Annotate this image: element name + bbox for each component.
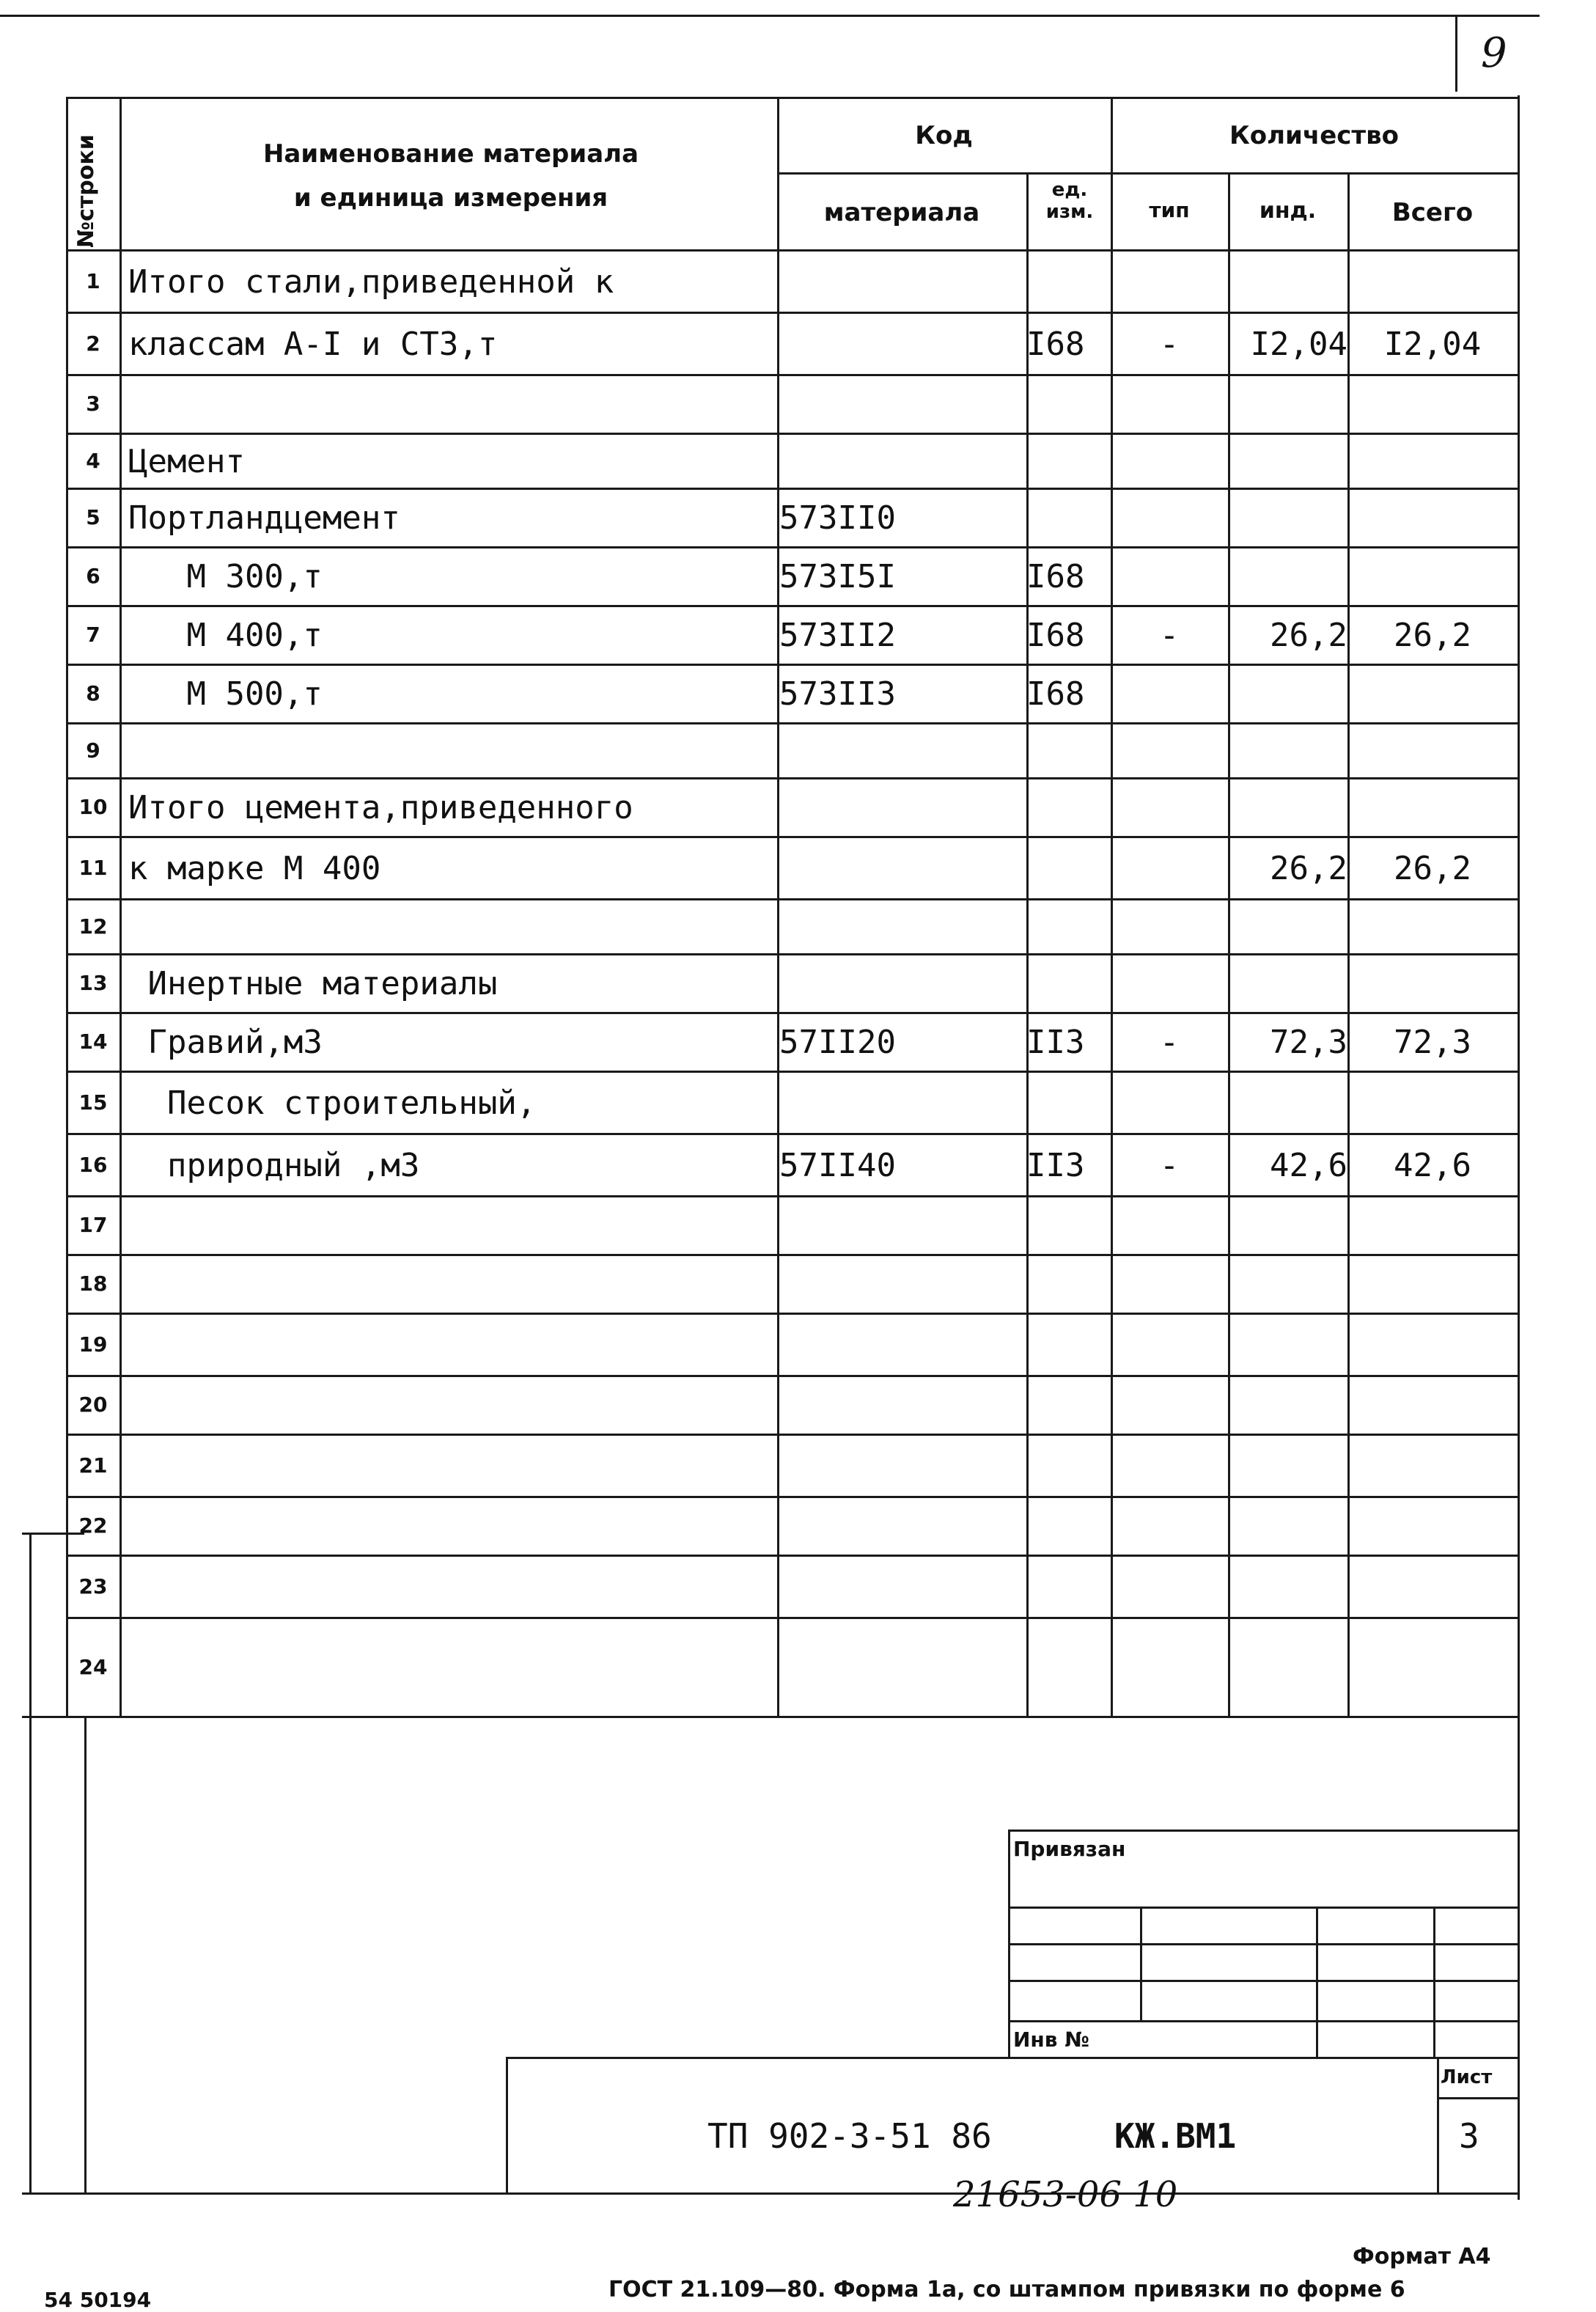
material-name: Цемент: [128, 442, 245, 480]
unit-code: I68: [1026, 558, 1085, 595]
header-material: материала: [823, 198, 980, 227]
unit-code: I68: [1026, 675, 1085, 713]
header-code: Код: [915, 121, 973, 150]
stamp-inv: Инв №: [1013, 2027, 1089, 2052]
row-number: 6: [86, 564, 100, 588]
page-number: 9: [1481, 29, 1507, 77]
row-number: 3: [86, 392, 100, 416]
stamp-privyazan: Привязан: [1013, 1837, 1126, 1861]
qty-total: 26,2: [1394, 849, 1471, 887]
material-code: 57II40: [779, 1146, 896, 1184]
unit-code: I68: [1026, 325, 1085, 363]
material-code: 573I5I: [779, 558, 896, 595]
stamp-doc-code: ТП 902-3-51 86: [707, 2116, 992, 2156]
row-number: 8: [86, 681, 100, 705]
material-code: 573II0: [779, 499, 896, 537]
material-name: Итого цемента,приведенного: [128, 789, 633, 826]
qty-total: 26,2: [1394, 617, 1471, 654]
qty-type: -: [1159, 325, 1180, 363]
row-number: 18: [78, 1271, 108, 1296]
qty-ind: 26,2: [1270, 849, 1347, 887]
qty-ind: 42,6: [1270, 1146, 1347, 1184]
header-name-line1: Наименование материала: [262, 139, 639, 169]
material-name: М 300,т: [128, 558, 323, 595]
row-number: 11: [78, 855, 108, 880]
row-number: 10: [78, 795, 108, 819]
material-name: М 500,т: [128, 675, 323, 713]
row-number: 4: [86, 448, 100, 473]
qty-type: -: [1159, 1024, 1180, 1061]
row-number: 2: [86, 331, 100, 356]
row-number: 21: [78, 1453, 108, 1478]
material-name: М 400,т: [128, 617, 323, 654]
qty-ind: I2,04: [1250, 325, 1347, 363]
stamp-sheet-label: Лист: [1441, 2066, 1493, 2088]
footer-archive-number: 54 50194: [44, 2288, 152, 2312]
qty-ind: 72,3: [1270, 1024, 1347, 1061]
unit-code: II3: [1026, 1024, 1085, 1061]
row-number: 24: [78, 1654, 108, 1679]
header-row-no: №строки: [73, 134, 99, 248]
stamp-sheet-number: 3: [1459, 2116, 1479, 2156]
header-name-line2: и единица измерения: [293, 183, 608, 213]
header-type: тип: [1149, 198, 1190, 222]
unit-code: I68: [1026, 617, 1085, 654]
stamp-doc-suffix: КЖ.ВМ1: [1114, 2116, 1237, 2156]
material-code: 573II3: [779, 675, 896, 713]
material-name: Итого стали,приведенной к: [128, 263, 614, 301]
qty-total: 42,6: [1394, 1146, 1471, 1184]
unit-code: II3: [1026, 1146, 1085, 1184]
row-number: 19: [78, 1332, 108, 1357]
qty-type: -: [1159, 617, 1180, 654]
header-unit: ед. изм.: [1045, 179, 1094, 223]
qty-type: -: [1159, 1146, 1180, 1184]
qty-ind: 26,2: [1270, 617, 1347, 654]
row-number: 13: [78, 971, 108, 995]
row-number: 22: [78, 1513, 108, 1538]
header-quantity: Количество: [1229, 121, 1399, 150]
row-number: 9: [86, 738, 100, 763]
material-name: классам А-I и СТ3,т: [128, 325, 498, 363]
row-number: 23: [78, 1574, 108, 1599]
row-number: 14: [78, 1030, 108, 1054]
row-number: 5: [86, 505, 100, 529]
row-number: 1: [86, 268, 100, 293]
material-name: Инертные материалы: [128, 965, 498, 1002]
footer-gost: ГОСТ 21.109—80. Форма 1а, со штампом привязки по форме 6: [608, 2277, 1405, 2302]
material-name: природный ,м3: [128, 1146, 420, 1184]
row-number: 17: [78, 1213, 108, 1237]
qty-total: 72,3: [1394, 1024, 1471, 1061]
header-total: Всего: [1391, 198, 1474, 227]
row-number: 16: [78, 1152, 108, 1177]
footer-format: Формат А4: [1353, 2244, 1491, 2269]
material-name: к марке М 400: [128, 849, 381, 887]
qty-total: I2,04: [1383, 325, 1482, 363]
row-number: 7: [86, 623, 100, 647]
row-number: 12: [78, 914, 108, 939]
row-number: 20: [78, 1392, 108, 1417]
material-code: 573II2: [779, 617, 896, 654]
handwritten-number: 21653-06 10: [953, 2174, 1178, 2215]
material-name: Гравий,м3: [128, 1024, 323, 1061]
material-name: Портландцемент: [128, 499, 400, 537]
header-ind: инд.: [1259, 198, 1317, 224]
row-number: 15: [78, 1090, 108, 1115]
material-code: 57II20: [779, 1024, 896, 1061]
material-name: Песок строительный,: [128, 1084, 537, 1122]
